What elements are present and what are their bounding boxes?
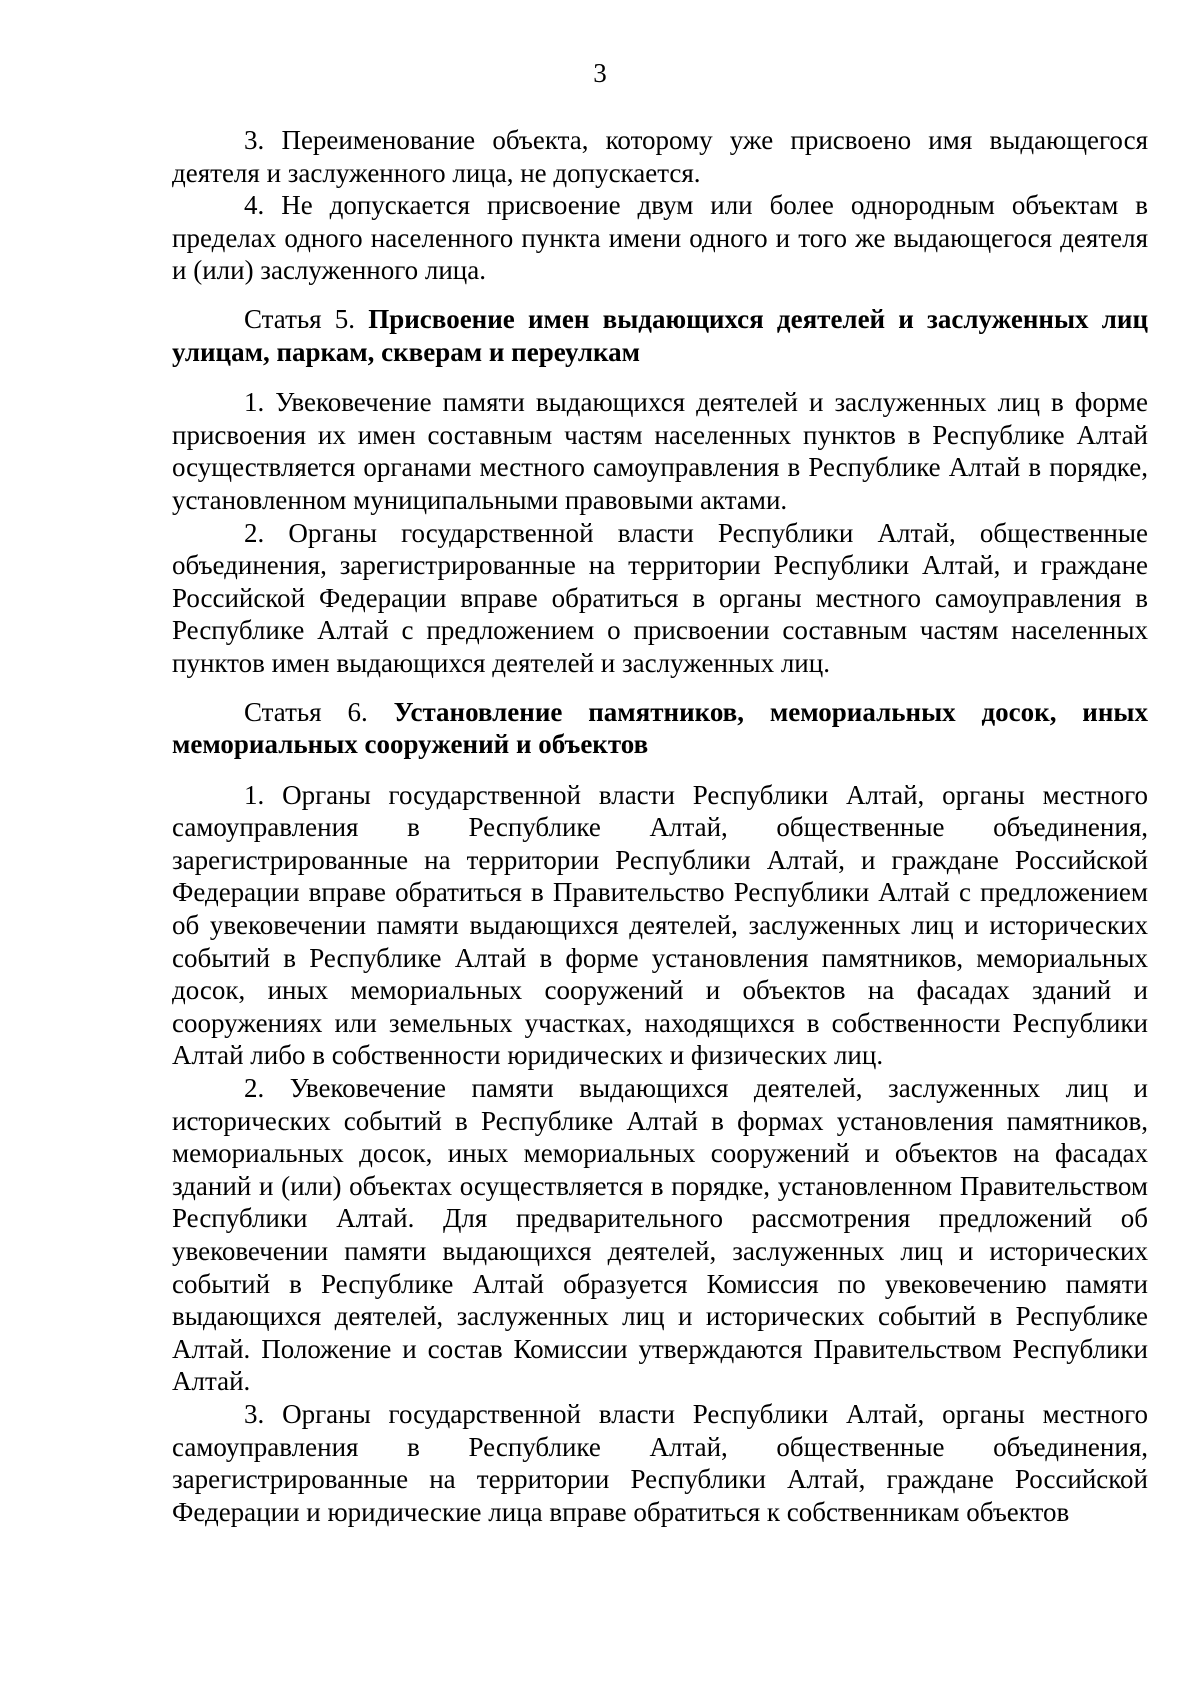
paragraph: 3. Органы государственной власти Республики Алтай, органы местного самоуправления в Республике Алтай, общественные объединения, зарегистрированные на территории Республики Алтай, граждане Российской Федерации и юридические лица вправе обратиться к собственникам объектов: [172, 1398, 1148, 1527]
article-6-label: Статья 6.: [244, 696, 368, 727]
paragraph: 2. Органы государственной власти Республики Алтай, общественные объединения, зарегистрированные на территории Республики Алтай, и граждане Российской Федерации вправе обратиться в органы местного самоуправления в Республике Алтай с предложением о присвоении составным частям населенных пунктов имен выдающихся деятелей и заслуженных лиц.: [172, 517, 1148, 678]
paragraph: 2. Увековечение памяти выдающихся деятелей, заслуженных лиц и исторических событий в Республике Алтай в формах установления памятников, мемориальных досок, иных мемориальных сооружений и объектов на фасадах зданий и (или) объектах осуществляется в порядке, установленном Правительством Республики Алтай. Для предварительного рассмотрения предложений об увековечении памяти выдающихся деятелей, заслуженных лиц и исторических событий в Республике Алтай образуется Комиссия по увековечению памяти выдающихся деятелей, заслуженных лиц и исторических событий в Республике Алтай. Положение и состав Комиссии утверждаются Правительством Республики Алтай.: [172, 1073, 1148, 1397]
article-6-title: Установление памятников, мемориальных досок, иных мемориальных сооружений и объектов: [172, 696, 1148, 760]
paragraph: 1. Увековечение памяти выдающихся деятелей и заслуженных лиц в форме присвоения их имен составным частям населенных пунктов в Республике Алтай осуществляется органами местного самоуправления в Республике Алтай в порядке, установленном муниципальными правовыми актами.: [172, 387, 1148, 515]
page-number: 3: [593, 58, 607, 88]
paragraph: 4. Не допускается присвоение двум или более однородным объектам в пределах одного населенного пункта имени одного и того же выдающегося деятеля и (или) заслуженного лица.: [172, 190, 1148, 286]
article-5-title: Присвоение имен выдающихся деятелей и заслуженных лиц улицам, паркам, скверам и переулкам: [172, 303, 1149, 367]
article-5-label: Статья 5.: [244, 303, 356, 334]
article-6-heading: [172, 696, 1148, 761]
article-5-heading: [172, 303, 1148, 368]
paragraph: 3. Переименование объекта, которому уже присвоено имя выдающегося деятеля и заслуженного лица, не допускается.: [172, 125, 1148, 188]
paragraph: 1. Органы государственной власти Республики Алтай, органы местного самоуправления в Республике Алтай, общественные объединения, зарегистрированные на территории Республики Алтай, и граждане Российской Федерации вправе обратиться в Правительство Республики Алтай с предложением об увековечении памяти выдающихся деятелей, заслуженных лиц и исторических событий в Республике Алтай в форме установления памятников, мемориальных досок, иных мемориальных сооружений и объектов на фасадах зданий и сооружениях или земельных участках, находящихся в собственности Республики Алтай либо в собственности юридических и физических лиц.: [172, 779, 1148, 1071]
document-body: [172, 124, 1148, 1528]
